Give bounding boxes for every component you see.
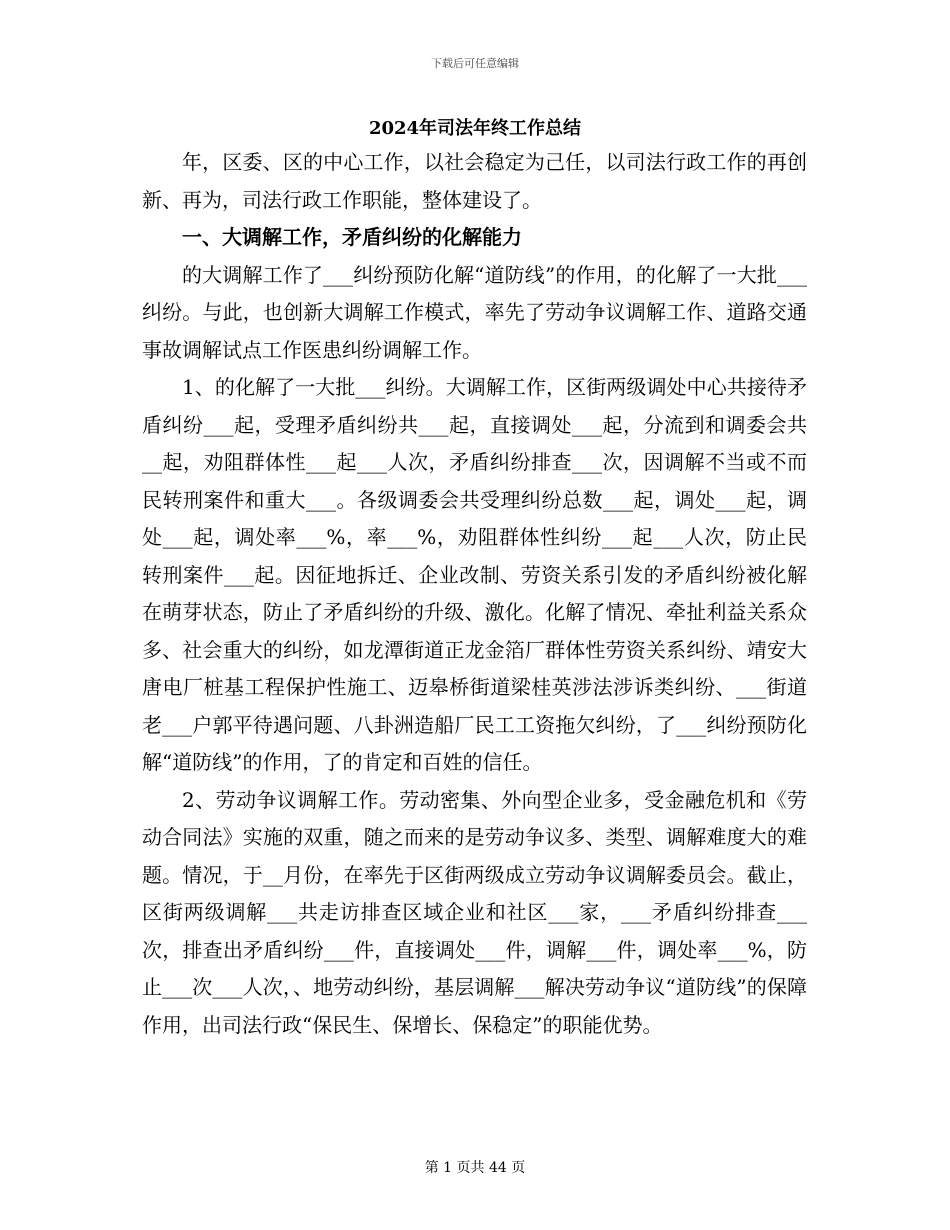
section-heading: 一、大调解工作，矛盾纠纷的化解能力 [182, 225, 522, 249]
body-paragraph: 的大调解工作了___纠纷预防化解“道防线”的作用，的化解了一大批___纠纷。与此，也创新大调解工作模式，率先了劳动争议调解工作、道路交通事故调解试点工作医患纠纷调解工作。 [142, 262, 807, 362]
document-body [142, 144, 807, 1044]
body-paragraph: 2、劳动争议调解工作。劳动密集、外向型企业多，受金融危机和《劳动合同法》实施的双重，随之而来的是劳动争议多、类型、调解难度大的难题。情况，于__月份，在率先于区街两级成立劳动争议调解委员会。截止，区街两级调解___共走访排查区域企业和社区___家，___矛盾纠纷排查___次，排查出矛盾纠纷___件，直接调处___件，调解___件，调处率___%，防止___次___人次，、地劳动纠纷，基层调解___解决劳动争议“道防线”的保障作用，出司法行政“保民生、保增长、保稳定”的职能优势。 [142, 787, 807, 1037]
intro-paragraph: 年，区委、区的中心工作，以社会稳定为己任，以司法行政工作的再创新、再为，司法行政工作职能，整体建设了。 [142, 150, 807, 212]
page-footer: 第 1 页共 44 页 [424, 1160, 526, 1176]
body-paragraph: 1、的化解了一大批___纠纷。大调解工作，区街两级调处中心共接待矛盾纠纷___起，受理矛盾纠纷共___起，直接调处___起，分流到和调委会共__起，劝阻群体性___起___人次，矛盾纠纷排查___次，因调解不当或不而民转刑案件和重大___。各级调委会共受理纠纷总数___起，调处___起，调处___起，调处率___%，率___%，劝阻群体性纠纷___起___人次，防止民转刑案件___起。因征地拆迁、企业改制、劳资关系引发的矛盾纠纷被化解在萌芽状态，防止了矛盾纠纷的升级、激化。化解了情况、牵扯利益关系众多、社会重大的纠纷，如龙潭街道正龙金箔厂群体性劳资关系纠纷、靖安大唐电厂桩基工程保护性施工、迈皋桥街道梁桂英涉法涉诉类纠纷、___街道老___户郭平待遇问题、八卦洲造船厂民工工资拖欠纠纷，了___纠纷预防化解“道防线”的作用，了的肯定和百姓的信任。 [142, 375, 807, 774]
page-header: 下载后可任意编辑 [431, 57, 519, 70]
document-title: 2024年司法年终工作总结 [368, 118, 582, 139]
